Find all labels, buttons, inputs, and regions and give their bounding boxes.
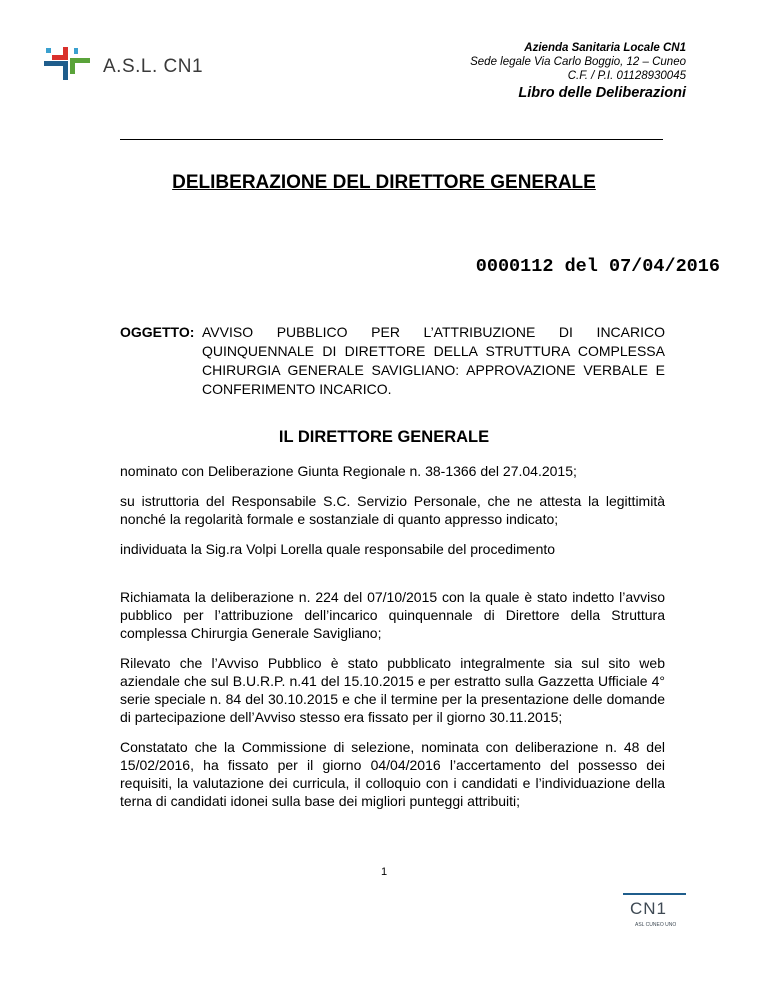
organization-block	[470, 41, 686, 100]
footer-badge-text: CN1	[630, 899, 668, 918]
footer-badge-line	[623, 893, 686, 895]
organization-name: Azienda Sanitaria Locale CN1	[524, 42, 686, 54]
paragraph: Richiamata la deliberazione n. 224 del 07/10/2015 con la quale è stato indetto l’avviso pubblico per l’attribuzione dell’incarico quinquennale di Direttore della Struttura complessa Chirurgia Generale Savigliano;	[120, 589, 665, 641]
paragraph: individuata la Sig.ra Volpi Lorella quale responsabile del procedimento	[120, 541, 556, 557]
director-heading: IL DIRETTORE GENERALE	[278, 428, 490, 446]
footer-badge-subtext: ASL CUNEO UNO	[635, 922, 677, 928]
organization-tax-code: C.F. / P.I. 01128930045	[567, 70, 686, 82]
paragraph: nominato con Deliberazione Giunta Regionale n. 38-1366 del 27.04.2015;	[120, 463, 577, 479]
page-number: 1	[380, 866, 388, 878]
deliberation-number: 0000112 del 07/04/2016	[475, 256, 720, 277]
paragraph: Constatato che la Commissione di selezione, nominata con deliberazione n. 48 del 15/02/2016, ha fissato per il giorno 04/04/2016 l’accertamento del possesso dei requisiti, la valutazione dei curricula, il colloquio con i candidati e l’individuazione della terna di candidati idonei sulla base dei migliori punteggi attribuiti;	[120, 739, 665, 809]
document-title: DELIBERAZIONE DEL DIRETTORE GENERALE	[172, 172, 596, 193]
paragraph: su istruttoria del Responsabile S.C. Servizio Personale, che ne attesta la legittimità nonché la regolarità formale e sostanziale di quanto appresso indicato;	[120, 493, 665, 527]
paragraph: Rilevato che l’Avviso Pubblico è stato pubblicato integralmente sia sul sito web aziendale che sul B.U.R.P. n.41 del 15.10.2015 e per estratto sulla Gazzetta Ufficiale 4° serie speciale n. 84 del 30.10.2015 e che il termine per la presentazione delle domande di partecipazione dell’Avviso stesso era fissato per il giorno 30.11.2015;	[120, 655, 665, 725]
document-body	[120, 462, 665, 810]
organization-address: Sede legale Via Carlo Boggio, 12 – Cuneo	[470, 56, 686, 68]
header-divider	[120, 139, 663, 140]
subject-block	[120, 323, 665, 399]
subject-text: AVVISO PUBBLICO PER L’ATTRIBUZIONE DI INCARICO QUINQUENNALE DI DIRETTORE DELLA STRUTTURA COMPLESSA CHIRURGIA GENERALE SAVIGLIANO: APPROVAZIONE VERBALE E CONFERIMENTO INCARICO.	[202, 324, 665, 397]
subject-label: OGGETTO:	[120, 324, 195, 340]
book-title: Libro delle Deliberazioni	[518, 85, 686, 101]
logo-text: A.S.L. CN1	[103, 56, 204, 77]
